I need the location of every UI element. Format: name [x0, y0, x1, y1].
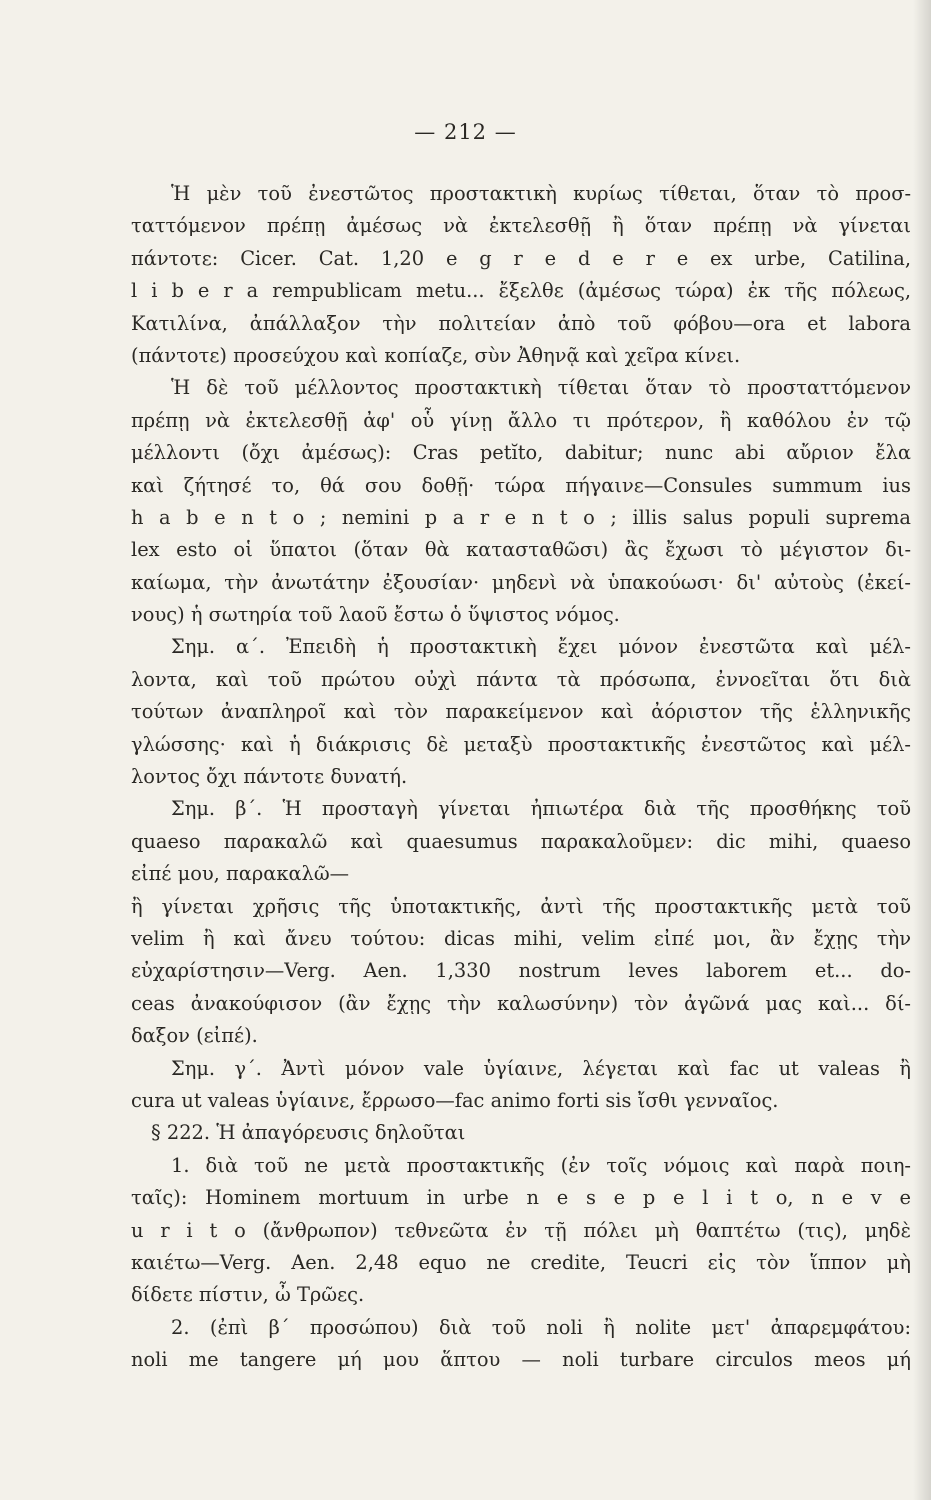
text-line: § 222. Ἡ ἀπαγόρευσις δηλοῦται [151, 1121, 466, 1145]
text-line: ἢ γίνεται χρῆσις τῆς ὑποτακτικῆς, ἀντὶ τῆς προστακτικῆς μετὰ τοῦ [131, 894, 911, 918]
text-line: ceas ἀνακούφισον (ἂν ἔχῃς τὴν καλωσύνην) τὸν ἀγῶνά μας καὶ... δί- [131, 991, 911, 1015]
text-line: καὶ ζήτησέ το, θά σου δοθῇ· τώρα πήγαινε—Consules summum ius [131, 473, 911, 497]
text-line: u r i t o (ἄνθρωπον) τεθνεῶτα ἐν τῇ πόλει μὴ θαπτέτω (τις), μηδὲ [131, 1218, 911, 1242]
text-line: τούτων ἀναπληροῖ καὶ τὸν παρακείμενον καὶ ἀόριστον τῆς ἑλληνικῆς [131, 700, 911, 724]
text-line: Ἡ δὲ τοῦ μέλλοντος προστακτικὴ τίθεται ὅταν τὸ προσταττόμενον [171, 376, 911, 400]
text-line: Σημ. β΄. Ἡ προσταγὴ γίνεται ἠπιωτέρα διὰ τῆς προσθήκης τοῦ [171, 797, 911, 821]
text-line: λοντα, καὶ τοῦ πρώτου οὐχὶ πάντα τὰ πρόσωπα, ἐννοεῖται ὅτι διὰ [131, 667, 911, 691]
text-line: εἰπέ μου, παρακαλῶ— [131, 862, 350, 886]
text-line: 2. (ἐπὶ β΄ προσώπου) διὰ τοῦ noli ἢ nolite μετ' ἀπαρεμφάτου: [171, 1315, 911, 1339]
text-line: νους) ἡ σωτηρία τοῦ λαοῦ ἔστω ὁ ὕψιστος νόμος. [131, 603, 620, 627]
text-line: δαξον (εἰπέ). [131, 1024, 258, 1048]
text-line: πρέπῃ νὰ ἐκτελεσθῇ ἀφ' οὗ γίνῃ ἄλλο τι πρότερον, ἢ καθόλου ἐν τῷ [131, 408, 911, 432]
text-line: cura ut valeas ὑγίαινε, ἔρρωσο—fac animo forti sis ἴσθι γενναῖος. [131, 1088, 779, 1112]
text-line: quaeso παρακαλῶ καὶ quaesumus παρακαλοῦμεν: dic mihi, quaeso [131, 829, 911, 853]
text-line: μέλλοντι (ὄχι ἀμέσως): Cras petĭto, dabitur; nunc abi αὔριον ἔλα [131, 441, 911, 465]
text-line: 1. διὰ τοῦ ne μετὰ προστακτικῆς (ἐν τοῖς νόμοις καὶ παρὰ ποιη- [171, 1153, 911, 1177]
text-line: h a b e n t o ; nemini p a r e n t o ; illis salus populi suprema [131, 505, 911, 529]
text-line: velim ἢ καὶ ἄνευ τούτου: dicas mihi, velim εἰπέ μοι, ἂν ἔχῃς τὴν [131, 926, 911, 950]
text-line: καιέτω—Verg. Aen. 2,48 equo ne credite, Teucri εἰς τὸν ἵππον μὴ [131, 1250, 911, 1274]
text-line: ταῖς): Hominem mortuum in urbe n e s e p e l i t o, n e v e [131, 1186, 911, 1210]
text-line: δίδετε πίστιν, ὦ Τρῶες. [131, 1283, 365, 1307]
text-line: Σημ. α΄. Ἐπειδὴ ἡ προστακτικὴ ἔχει μόνον ἐνεστῶτα καὶ μέλ- [171, 635, 911, 659]
text-line: Ἡ μὲν τοῦ ἐνεστῶτος προστακτικὴ κυρίως τίθεται, ὅταν τὸ προσ- [171, 182, 911, 205]
body-text [131, 178, 911, 1376]
text-line: λοντος ὄχι πάντοτε δυνατή. [131, 765, 408, 789]
text-line: καίωμα, τὴν ἀνωτάτην ἐξουσίαν· μηδενὶ νὰ ὑπακούωσι· δι' αὐτοὺς (ἐκεί- [131, 570, 911, 594]
text-line: lex esto οἱ ὕπατοι (ὅταν θὰ κατασταθῶσι) ἂς ἔχωσι τὸ μέγιστον δι- [131, 538, 911, 562]
text-line: εὐχαρίστησιν—Verg. Aen. 1,330 nostrum leves laborem et... do- [131, 959, 911, 983]
text-line: γλώσσης· καὶ ἡ διάκρισις δὲ μεταξὺ προστακτικῆς ἐνεστῶτος καὶ μέλ- [131, 732, 911, 756]
text-line: Κατιλίνα, ἀπάλλαξον τὴν πολιτείαν ἀπὸ τοῦ φόβου—ora et labora [131, 311, 911, 335]
text-line: ταττόμενον πρέπῃ ἀμέσως νὰ ἐκτελεσθῇ ἢ ὅταν πρέπῃ νὰ γίνεται [131, 214, 911, 238]
text-line: πάντοτε: Cicer. Cat. 1,20 e g r e d e r e ex urbe, Catilina, [131, 246, 911, 270]
page-edge-shadow [913, 0, 931, 1500]
text-line: l i b e r a rempublicam metu... ἔξελθε (ἀμέσως τώρα) ἐκ τῆς πόλεως, [131, 279, 911, 303]
text-line: Σημ. γ΄. Ἀντὶ μόνον vale ὑγίαινε, λέγεται καὶ fac ut valeas ἢ [171, 1056, 911, 1080]
text-line: (πάντοτε) προσεύχου καὶ κοπίαζε, σὺν Ἀθηνᾷ καὶ χεῖρα κίνει. [131, 343, 741, 367]
page-number: — 212 — [414, 120, 517, 144]
text-line: noli me tangere μή μου ἅπτου — noli turbare circulos meos μή [131, 1348, 911, 1372]
